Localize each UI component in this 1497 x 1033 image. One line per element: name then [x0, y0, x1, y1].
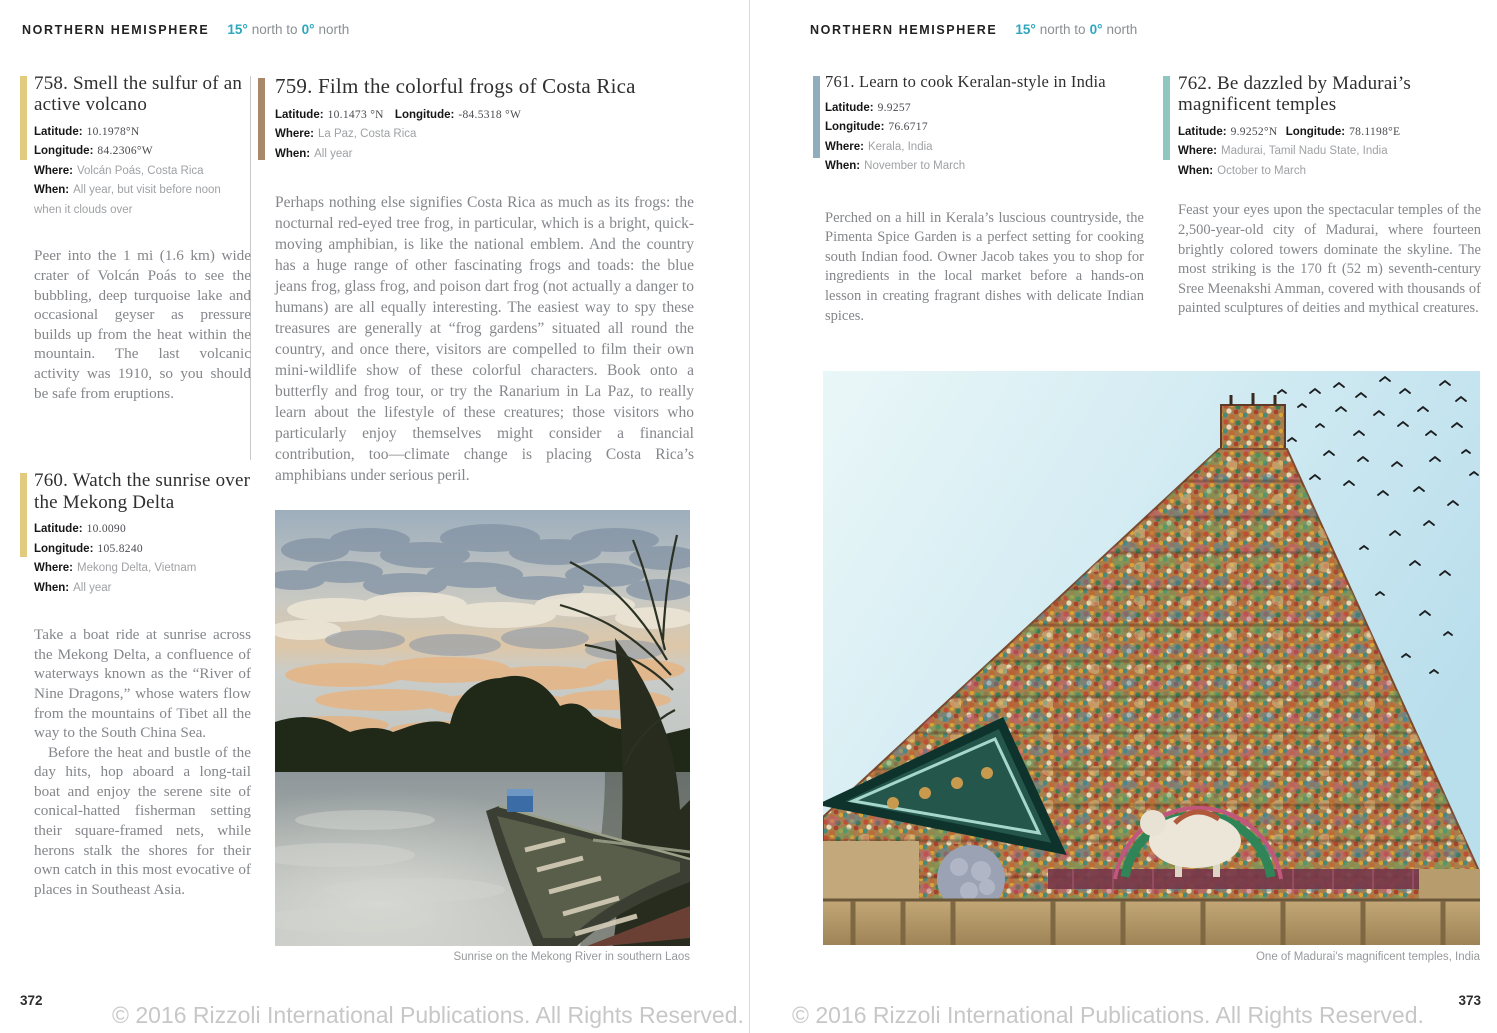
mekong-photo-caption: Sunrise on the Mekong River in southern Laos	[453, 951, 690, 963]
entry-body: Feast your eyes upon the spectacular temples of the 2,500-year-old city of Madurai, where fourteen brightly colored towers dominate the skyline. The most striking is the 170 ft (52 m) seventh-century Sree Meenakshi Amman, covered with thousands of painted sculptures of deities and mythical creatures.	[1178, 202, 1481, 317]
where-label: Where:	[34, 164, 73, 177]
when-label: When:	[34, 184, 70, 197]
when-label: When:	[34, 581, 70, 594]
where-value: Volcán Poás, Costa Rica	[76, 164, 204, 177]
copyright-watermark-right: © 2016 Rizzoli International Publications. All Rights Reserved.	[792, 1002, 1424, 1028]
latitude-value: 10.0090	[86, 523, 127, 536]
where-value: La Paz, Costa Rica	[317, 128, 417, 141]
entry-body-paragraph-2: Before the heat and bustle of the day hits, hop aboard a long-tail boat and enjoy the serene site of conical-hatted fisherman setting their square-framed nets, while herons stalk the shores for their own catch in this most evocative of places in Southeast Asia.	[34, 743, 251, 898]
longitude-label: Longitude:	[825, 121, 885, 134]
entry-accent-bar	[1163, 76, 1170, 160]
latitude-label: Latitude:	[1178, 125, 1227, 138]
entry-meta	[275, 106, 694, 165]
entry-accent-bar	[258, 78, 265, 160]
when-value: All year, but visit before noon when it clouds over	[34, 184, 221, 216]
latitude-label: Latitude:	[275, 108, 324, 121]
longitude-label: Longitude:	[1285, 125, 1346, 138]
longitude-value: 78.1198°E	[1349, 125, 1401, 138]
entry-accent-bar	[20, 76, 27, 160]
right-page-column-2	[1163, 73, 1481, 319]
latitude-value: 9.9257	[877, 101, 911, 114]
where-value: Kerala, India	[867, 140, 933, 153]
copyright-watermark-left: © 2016 Rizzoli International Publications. All Rights Reserved.	[112, 1002, 744, 1028]
entry-title: 758. Smell the sulfur of an active volcano	[34, 73, 243, 116]
entry-761	[813, 73, 1144, 326]
hemisphere-title: NORTHERN HEMISPHERE	[810, 23, 998, 37]
entry-title: 761. Learn to cook Keralan-style in India	[825, 72, 1106, 91]
page-number-left: 372	[20, 993, 43, 1008]
latitude-label: Latitude:	[34, 523, 83, 536]
longitude-value: 105.8240	[97, 542, 143, 555]
madurai-photo-caption: One of Madurai's magnificent temples, India	[1255, 951, 1480, 963]
entry-body: Perched on a hill in Kerala’s luscious countryside, the Pimenta Spice Garden is a perfect setting for cooking south Indian food. Owner Jacob takes you to shop for ingredients in the local market before a hands-on lesson in creating fragrant dishes with delicate Indian spices.	[825, 209, 1144, 324]
entry-meta	[34, 520, 251, 598]
page-gutter-line	[749, 0, 750, 1033]
where-label: Where:	[34, 562, 73, 575]
page-header-left	[22, 22, 353, 37]
where-value: Mekong Delta, Vietnam	[76, 562, 197, 575]
longitude-label: Longitude:	[34, 145, 94, 158]
entry-meta	[1178, 123, 1481, 182]
where-label: Where:	[1178, 145, 1217, 158]
where-label: Where:	[275, 128, 314, 141]
where-label: Where:	[825, 140, 864, 153]
entry-title: 760. Watch the sunrise over the Mekong Delta	[34, 470, 251, 513]
entry-762	[1163, 73, 1481, 319]
entry-758	[20, 73, 251, 403]
when-label: When:	[825, 160, 861, 173]
hemisphere-title: NORTHERN HEMISPHERE	[22, 23, 210, 37]
entry-title: 762. Be dazzled by Madurai’s magnificent temples	[1178, 73, 1412, 116]
when-label: When:	[1178, 164, 1214, 177]
page-header-right	[810, 22, 1141, 37]
latitude-label: Latitude:	[34, 125, 83, 138]
latitude-range: 15° north to 0° north	[1015, 22, 1138, 37]
latitude-value: 10.1978°N	[86, 125, 140, 138]
entry-760	[20, 470, 251, 899]
mekong-sunrise-photo	[275, 510, 690, 946]
left-page-column-2	[258, 75, 694, 486]
latitude-label: Latitude:	[825, 101, 874, 114]
right-page-column-1	[813, 73, 1144, 326]
entry-meta	[825, 99, 1144, 177]
entry-body-paragraph-1: Take a boat ride at sunrise across the Mekong Delta, a confluence of waterways known as the “River of Nine Dragons,” whose waters flow from the mountains of Tibet all the way to the South China Sea.	[34, 626, 251, 742]
when-value: All year	[314, 147, 353, 160]
longitude-value: 84.2306°W	[97, 145, 153, 158]
longitude-label: Longitude:	[394, 108, 455, 121]
when-label: When:	[275, 147, 311, 160]
longitude-value: -84.5318 °W	[458, 108, 522, 121]
entry-body: Perhaps nothing else signifies Costa Rica as much as its frogs: the nocturnal red-eyed tree frog, in particular, which is a bright, quick-moving amphibian, is like the national emblem. And the country has a huge range of other fascinating frogs and toads: the blue jeans frog, glass frog, and poison dart frog (not actually a danger to humans) are all equally interesting. The easiest way to spy these treasures are generally at “frog gardens” situated all round the country, and once there, visitors are compelled to film their own mini-wildlife show of these colorful characters. Book onto a butterfly and frog tour, or try the Ranarium in La Paz, to really learn about the lifestyle of these creatures; those visitors who particularly enjoy themselves might consider a financial contribution, too—climate change is placing Costa Rica’s amphibians under serious peril.	[275, 194, 694, 485]
madurai-temple-photo	[823, 371, 1480, 945]
when-value: All year	[73, 581, 112, 594]
latitude-range: 15° north to 0° north	[227, 22, 350, 37]
entry-title: 759. Film the colorful frogs of Costa Rica	[275, 74, 636, 98]
longitude-value: 76.6717	[888, 121, 928, 134]
entry-759	[258, 75, 694, 486]
entry-body: Peer into the 1 mi (1.6 km) wide crater of Volcán Poás to see the bubbling, deep turquoise lake and occasional geyser as pressure builds up from the heat within the mountain. The last volcanic activity was 1910, so you should be safe from eruptions.	[34, 247, 251, 402]
when-value: October to March	[1217, 164, 1306, 177]
left-page-column-1	[20, 73, 251, 899]
latitude-value: 10.1473 °N	[327, 108, 384, 121]
when-value: November to March	[864, 160, 966, 173]
where-value: Madurai, Tamil Nadu State, India	[1220, 145, 1388, 158]
entry-accent-bar	[813, 76, 820, 158]
page-number-right: 373	[1458, 993, 1481, 1008]
entry-meta	[34, 123, 251, 221]
latitude-value: 9.9252°N	[1230, 125, 1278, 138]
entry-accent-bar	[20, 473, 27, 557]
longitude-label: Longitude:	[34, 542, 94, 555]
